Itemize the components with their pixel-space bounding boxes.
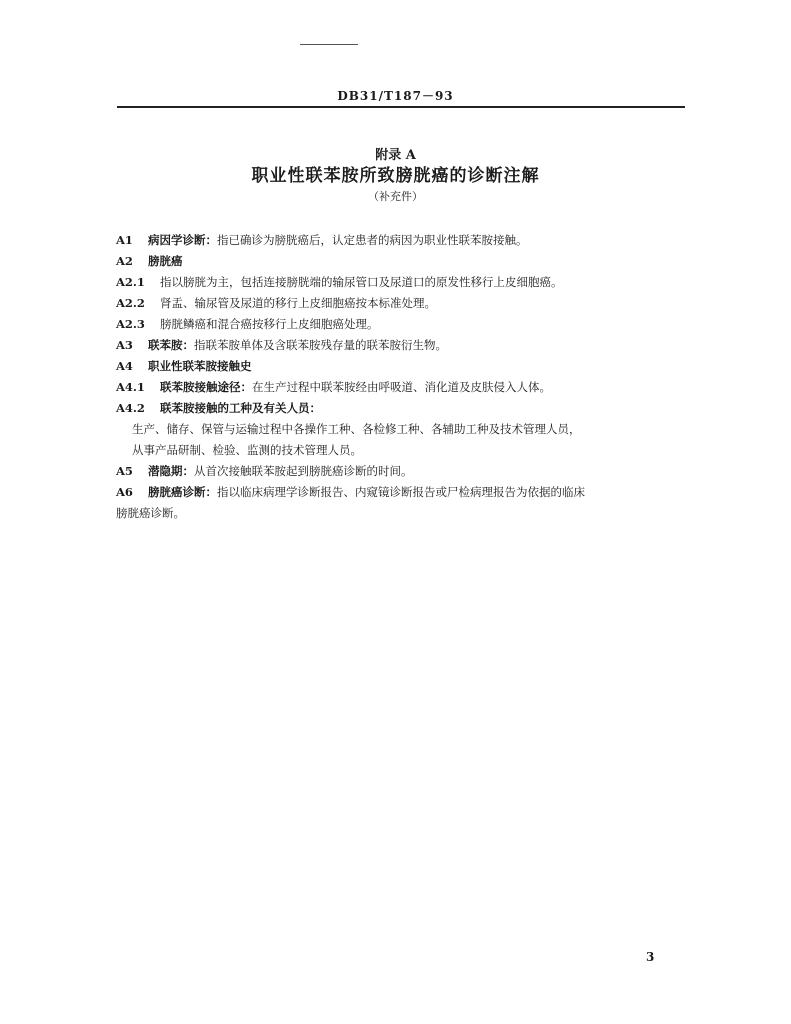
- item-lead: 联苯胺：: [148, 338, 194, 352]
- item-a6: [116, 484, 585, 500]
- item-number: A6: [116, 485, 133, 499]
- appendix-label: 附录 A: [375, 148, 416, 163]
- appendix-title: 职业性联苯胺所致膀胱癌的诊断注解: [251, 166, 540, 186]
- item-text: 指联苯胺单体及含联苯胺残存量的联苯胺衍生物。: [194, 338, 447, 352]
- item-number: A3: [116, 338, 133, 352]
- item-lead: 潜隐期：: [148, 464, 194, 478]
- item-text: 指以临床病理学诊断报告、内窥镜诊断报告或尸检病理报告为依据的临床: [217, 485, 585, 499]
- item-text: 膀胱鳞癌和混合癌按移行上皮细胞癌处理。: [160, 317, 379, 331]
- item-lead: 职业性联苯胺接触史: [148, 359, 252, 373]
- item-number: A2.2: [116, 296, 145, 310]
- item-a4-2-line-2: 从事产品研制、检验、监测的技术管理人员。: [132, 443, 362, 457]
- document-code: DB31/T187－93: [337, 89, 454, 103]
- page-number: 3: [646, 950, 655, 964]
- item-a2-2: [116, 295, 436, 311]
- item-number: A4.2: [116, 401, 145, 415]
- item-a4-2-line-1: 生产、储存、保管与运输过程中各操作工种、各检修工种、各辅助工种及技术管理人员，: [132, 422, 581, 436]
- header-rule: [117, 106, 685, 108]
- appendix-subtitle: （补充件）: [368, 190, 423, 203]
- item-a2-1: [116, 274, 563, 290]
- item-a6-continuation: 膀胱癌诊断。: [116, 506, 185, 520]
- item-a3: [116, 337, 447, 353]
- item-number: A4.1: [116, 380, 145, 394]
- item-lead: 膀胱癌诊断：: [148, 485, 217, 499]
- item-text: 指以膀胱为主，包括连接膀胱端的输尿管口及尿道口的原发性移行上皮细胞癌。: [160, 275, 563, 289]
- item-lead: 联苯胺接触途径：: [160, 380, 252, 394]
- item-number: A2.1: [116, 275, 145, 289]
- item-text: 在生产过程中联苯胺经由呼吸道、消化道及皮肤侵入人体。: [252, 380, 551, 394]
- top-mark: [300, 44, 358, 45]
- item-a2-3: [116, 316, 379, 332]
- item-lead: 联苯胺接触的工种及有关人员：: [160, 401, 321, 415]
- item-text: 肾盂、输尿管及尿道的移行上皮细胞癌按本标准处理。: [160, 296, 436, 310]
- item-a4-1: [116, 379, 551, 395]
- item-text: 从首次接触联苯胺起到膀胱癌诊断的时间。: [194, 464, 413, 478]
- item-number: A2: [116, 254, 133, 268]
- item-text: 指已确诊为膀胱癌后，认定患者的病因为职业性联苯胺接触。: [217, 233, 528, 247]
- item-number: A1: [116, 233, 133, 247]
- item-a4: [116, 358, 252, 374]
- item-lead: 病因学诊断：: [148, 233, 217, 247]
- item-a1: [116, 232, 528, 248]
- item-a5: [116, 463, 413, 479]
- item-number: A4: [116, 359, 133, 373]
- item-number: A2.3: [116, 317, 145, 331]
- item-a2: [116, 253, 183, 269]
- item-a4-2: [116, 400, 321, 416]
- item-number: A5: [116, 464, 133, 478]
- item-lead: 膀胱癌: [148, 254, 183, 268]
